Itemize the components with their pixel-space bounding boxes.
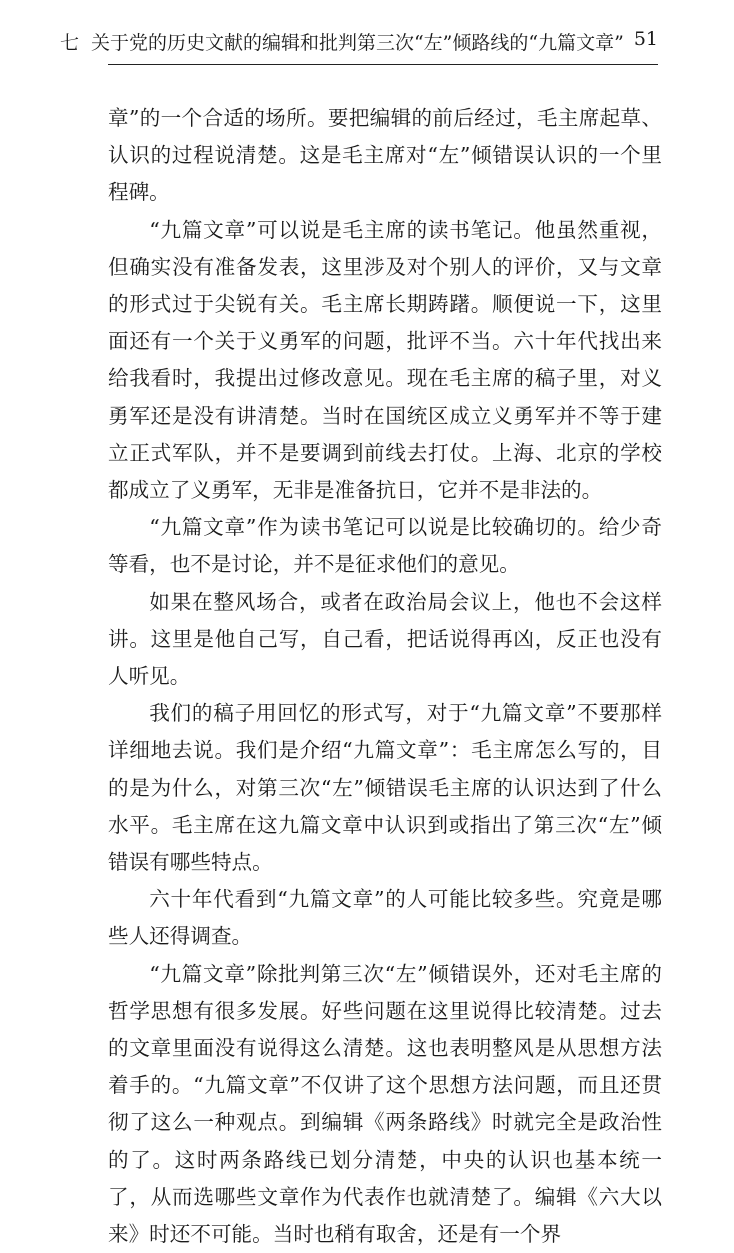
paragraph: “九篇文章”作为读书笔记可以说是比较确切的。给少奇等看，也不是讨论，并不是征求他们的意见。 <box>108 515 662 577</box>
paragraph: 我们的稿子用回忆的形式写，对于“九篇文章”不要那样详细地去说。我们是介绍“九篇文章”：毛主席怎么写的，目的是为什么，对第三次“左”倾错误毛主席的认识达到了什么水平。毛主席在这九篇文章中认识到或指出了第三次“左”倾错误有哪些特点。 <box>108 701 662 875</box>
paragraph-continued: 章”的一个合适的场所。要把编辑的前后经过，毛主席起草、认识的过程说清楚。这是毛主席对“左”倾错误认识的一个里程碑。 <box>108 106 662 205</box>
paragraph: “九篇文章”除批判第三次“左”倾错误外，还对毛主席的哲学思想有很多发展。好些问题在这里说得比较清楚。过去的文章里面没有说得这么清楚。这也表明整风是从思想方法着手的。“九篇文章”不仅讲了这个思想方法问题，而且还贯彻了这么一种观点。到编辑《两条路线》时就完全是政治性的了。这时两条路线已划分清楚，中央的认识也基本统一了，从而选哪些文章作为代表作也就清楚了。编辑《六大以来》时还不可能。当时也稍有取舍，还是有一个界 <box>108 961 662 1247</box>
chapter-number: 七 <box>59 32 79 54</box>
chapter-title: 关于党的历史文献的编辑和批判第三次“左”倾路线的“九篇文章” <box>90 32 624 54</box>
body-text <box>108 100 662 1253</box>
paragraph: “九篇文章”可以说是毛主席的读书笔记。他虽然重视，但确实没有准备发表，这里涉及对个别人的评价，又与文章的形式过于尖锐有关。毛主席长期踌躇。顺便说一下，这里面还有一个关于义勇军的问题，批评不当。六十年代找出来给我看时，我提出过修改意见。现在毛主席的稿子里，对义勇军还是没有讲清楚。当时在国统区成立义勇军并不等于建立正式军队，并不是要调到前线去打仗。上海、北京的学校都成立了义勇军，无非是准备抗日，它并不是非法的。 <box>108 217 662 503</box>
page-number: 51 <box>633 28 658 50</box>
paragraph: 如果在整风场合，或者在政治局会议上，他也不会这样讲。这里是他自己写，自己看，把话说得再凶，反正也没有人听见。 <box>108 589 662 689</box>
paragraph: 六十年代看到“九篇文章”的人可能比较多些。究竟是哪些人还得调查。 <box>108 887 662 949</box>
running-header <box>59 28 658 65</box>
